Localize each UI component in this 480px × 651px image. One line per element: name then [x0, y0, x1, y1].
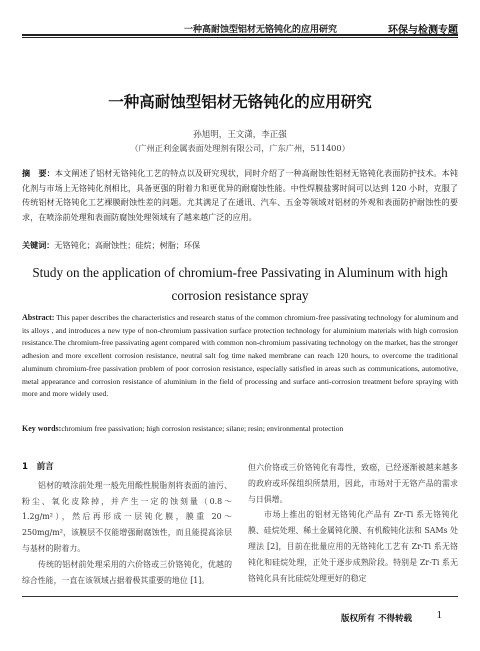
chinese-keywords-label: 关键词：	[22, 240, 55, 250]
english-keywords-label: Key words:	[22, 424, 62, 433]
english-abstract-label: Abstract:	[22, 313, 55, 322]
paragraph: 市场上推出的铝材无铬钝化产品有 Zr-Ti 系无铬钝化膜、硅烷处理、稀土金属钝化膜、有机酸钝化法和 SAMs 处理法 [2]，目前在批量应用的无铬钝化工艺有 Zr-Ti 系无铬钝化和硅烷处理，正处于逐步成熟阶段。特别是 Zr-Ti 系无铬钝化具有比硅烷处理更好的稳定	[248, 510, 458, 583]
english-title-line-1: Study on the application of chromium-free Passivating in Aluminum with high	[32, 265, 448, 280]
copyright-notice: 版权所有 不得转载	[341, 614, 412, 624]
chinese-keywords-text: 无铬钝化；高耐蚀性；硅烷；树脂；环保	[54, 240, 201, 250]
column-name: 环保与检测专题	[388, 25, 458, 36]
footer-divider	[22, 596, 458, 597]
chinese-title: 一种高耐蚀型铝材无铬钝化的应用研究	[108, 93, 372, 111]
paragraph: 但六价铬或三价铬钝化有毒性，致癌，已经逐渐被越来越多的政府或环保组织所禁用，因此，市场对于无铬产品的需求与日俱增。	[248, 463, 458, 504]
authors: 孙旭明，王文潇，李正强	[193, 130, 287, 140]
english-keywords-text: chromium free passivation; high corrosion resistance; silane; resin; environmental protection	[61, 424, 344, 433]
chinese-abstract-text: 本文阐述了铝材无铬钝化工艺的特点以及研究现状，同时介绍了一种高耐蚀性铝材无铬钝化表面防护技术。本钝化剂与市场上无铬钝化剂相比，具备更强的附着力和更优异的耐腐蚀性能。中性焊膜盐雾时间可以达到 120 小时，克服了传统铝材无铬钝化工艺裸膜耐蚀性差的问题。尤其满足了在通讯、汽车、五金等领域对铝材的外观和表面防护耐蚀性的要求，在喷涂前处理和表面防腐蚀处理领域有了越来越广泛的应用。	[22, 168, 458, 222]
body-column-left	[22, 460, 232, 588]
english-title	[0, 261, 480, 307]
paragraph: 传统的铝材前处理采用的六价铬或三价铬钝化，优越的综合性能，一直在该领域占据着极其重要的地位 [1]。	[22, 559, 232, 585]
english-title-line-2: corrosion resistance spray	[171, 288, 309, 303]
english-abstract	[22, 312, 458, 401]
chinese-keywords	[22, 238, 458, 252]
running-header	[0, 8, 480, 34]
section-heading-introduction: 1 前言	[22, 462, 54, 472]
chinese-abstract-label: 摘 要：	[22, 168, 55, 178]
header-divider	[22, 34, 458, 38]
running-header-title: 一种高耐蚀型铝材无铬钝化的应用研究	[184, 25, 338, 35]
english-abstract-text: This paper describes the characteristics and research status of the common chromium-free passivating technology for aluminum and its alloys , and introduces a new type of non-chromium passivation surface protection technology for aluminium materials with high corrosion resistance.The chromium-free passivating agent compared with common non-chromium passivating technology on the market, has the stronger adhesion and more excellent corrosion resistance, neutral salt fog time naked membrane can reach 120 hours, to overcome the traditional aluminum chromium-free passivation problem of poor corrosion resistance, especially satisfied in areas such as communications, automotive, metal appearance and corrosion resistance of aluminium in the field of processing and surface anti-corrosion treatment before spraying with more and more widely used.	[22, 313, 458, 399]
english-keywords	[22, 423, 458, 435]
chinese-abstract	[22, 166, 458, 224]
page-number: 1	[436, 609, 442, 621]
paragraph: 铝材的喷涂前处理一般先用酸性脱脂剂将表面的油污、粉尘、氧化皮除掉，并产生一定的蚀刻量（0.8～1.2g/m²），然后再形成一层钝化膜，膜重 20～250mg/m²，该膜层不仅能增强耐腐蚀性，而且能提高涂层与基材的附着力。	[22, 480, 232, 553]
affiliation: （广州正利金属表面处理剂有限公司，广东广州，511400）	[130, 143, 350, 153]
body-column-right	[248, 460, 458, 586]
